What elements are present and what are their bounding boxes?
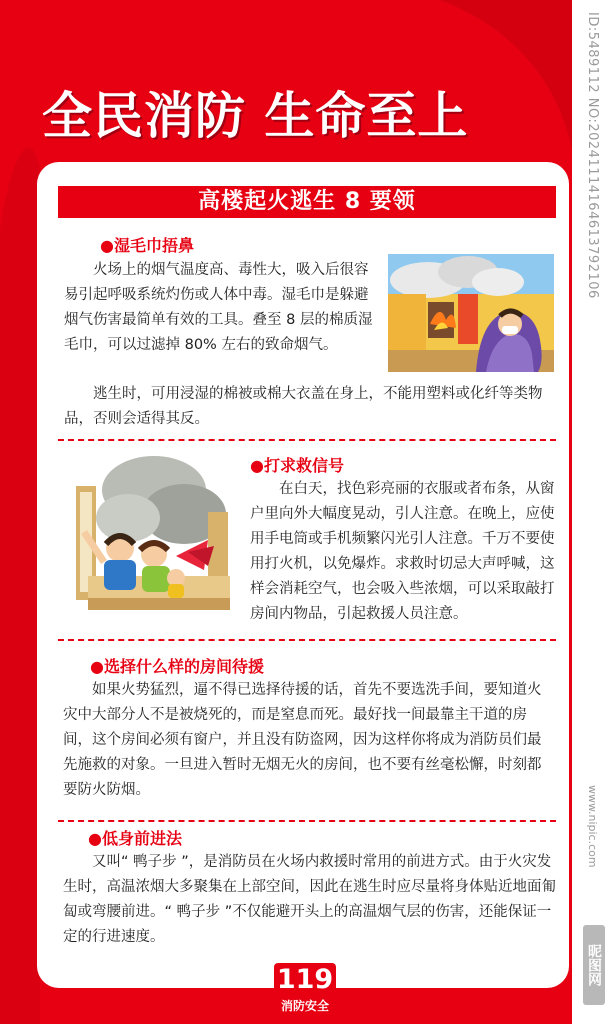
section-title-room-choice: ●选择什么样的房间待援 [90, 657, 264, 676]
section-banner: 高楼起火逃生 8 要领 [58, 186, 556, 218]
dashed-divider [58, 820, 556, 822]
section-paragraph: 火场上的烟气温度高、毒性大，吸入后很容易引起呼吸系统灼伤或人体中毒。湿毛巾是躲避烟气伤害最简单有效的工具。叠至 8 层的棉质湿毛巾，可以过滤掉 80% 左右的致命烟气。 [64, 262, 373, 353]
watermark-site: www.nipic.com [586, 785, 599, 868]
section-title-wet-towel: ●湿毛巾捂鼻 [100, 236, 194, 255]
emergency-label: 消防安全 [280, 999, 329, 1013]
dashed-divider [58, 439, 556, 441]
section-paragraph: 在白天，找色彩亮丽的衣服或者布条，从窗户里向外大幅度晃动，引人注意。在晚上，应使用手电筒或手机频繁闪光引人注意。千万不要使用打火机，以免爆炸。求救时切忌大声呼喊，这样会消耗空气，也会吸入些浓烟，可以采取敲打房间内物品，引起救援人员注意。 [250, 481, 555, 622]
watermark-id: ID:5489112 NO:20241114164613792106 [585, 12, 600, 299]
illustration-window-signal [58, 448, 242, 610]
section-title-crouch-walk: ●低身前进法 [88, 829, 182, 848]
illustration-blanket-escape [388, 254, 554, 372]
watermark-logo: 昵图网 [583, 925, 605, 1005]
emergency-badge [274, 963, 336, 1021]
section-paragraph: 又叫“ 鸭子步 ”，是消防员在火场内救援时常用的前进方式。由于火灾发生时，高温浓烟大多聚集在上部空间，因此在逃生时应尽量将身体贴近地面匍匐或弯腰前进。“ 鸭子步 ”不仅能避开头上的高温烟气层的伤害，还能保证一定的行进速度。 [63, 854, 556, 945]
emergency-number: 119 [276, 964, 334, 995]
section-title-distress-signal: ●打求救信号 [250, 456, 344, 475]
section-paragraph: 逃生时，可用浸湿的棉被或棉大衣盖在身上，不能用塑料或化纤等类物品，否则会适得其反。 [64, 386, 543, 427]
dashed-divider [58, 639, 556, 641]
section-paragraph: 如果火势猛烈，逼不得已选择待援的话，首先不要选洗手间，要知道火灾中大部分人不是被烧死的，而是窒息而死。最好找一间最靠主干道的房间，这个房间必须有窗户，并且没有防盗网，因为这样你将成为消防员们最先施救的对象。一旦进入暂时无烟无火的房间，也不要有丝毫松懈，时刻都要防火防烟。 [63, 682, 542, 798]
poster-title: 全民消防 生命至上 [42, 87, 469, 145]
